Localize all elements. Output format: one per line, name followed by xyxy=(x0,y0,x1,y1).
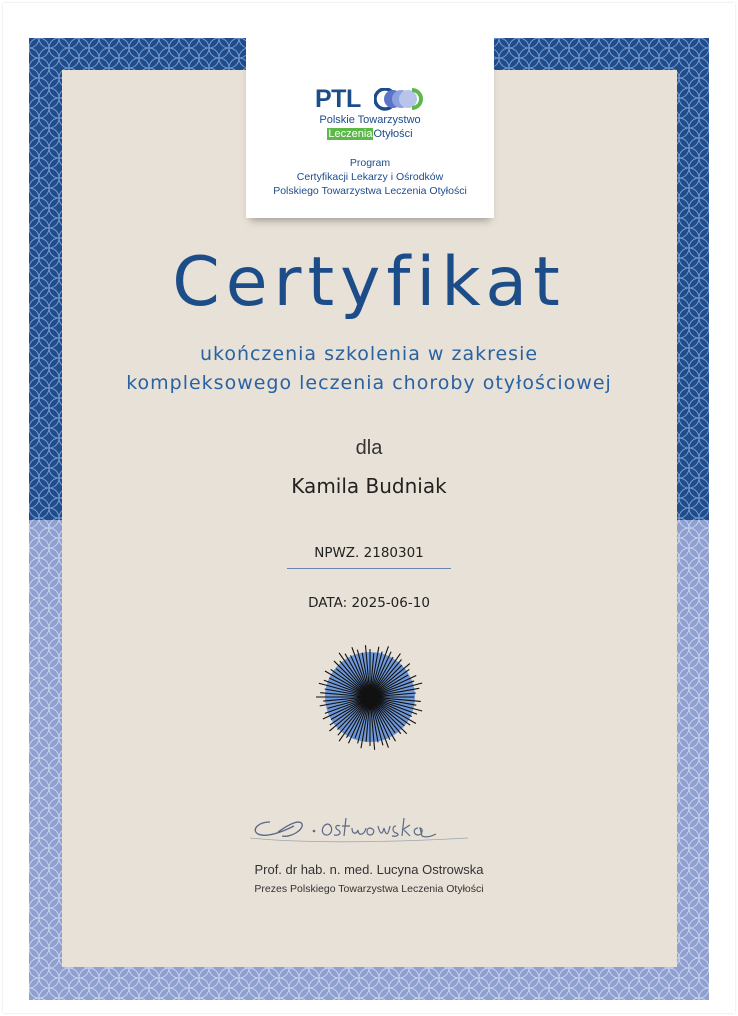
signer-role: Prezes Polskiego Towarzystwa Leczenia Otyłości xyxy=(254,883,484,895)
logo xyxy=(246,85,494,113)
certificate-subtitle-line2: kompleksowego leczenia choroby otyłościowej xyxy=(126,372,612,394)
certificate-date: DATA: 2025-06-10 xyxy=(308,595,430,611)
npwz-number: NPWZ. 2180301 xyxy=(314,545,424,561)
program-line: Polskiego Towarzystwa Leczenia Otyłości xyxy=(273,185,467,197)
program-line: Program xyxy=(349,157,391,169)
certificate-title: Certyfikat xyxy=(172,243,566,322)
starburst-seal-icon xyxy=(310,640,430,760)
signature xyxy=(248,808,488,848)
for-label: dla xyxy=(355,437,383,459)
organization-name-rest: Otyłości xyxy=(373,128,413,140)
npwz-underline xyxy=(287,568,451,569)
program-description xyxy=(246,156,494,198)
organization-name-line1: Polskie Towarzystwo xyxy=(319,114,421,126)
overlapping-circles-icon xyxy=(374,88,426,112)
logo-abbreviation: PTL xyxy=(315,85,361,113)
certificate-subtitle-line1: ukończenia szkolenia w zakresie xyxy=(199,343,539,365)
logo-card xyxy=(246,38,494,218)
organization-name-highlight: Leczenia xyxy=(328,128,373,140)
recipient-name: Kamila Budniak xyxy=(291,474,447,498)
program-line: Certyfikacji Lekarzy i Ośrodków xyxy=(296,171,444,183)
signer-name: Prof. dr hab. n. med. Lucyna Ostrowska xyxy=(254,862,484,877)
organization-name-line2 xyxy=(246,128,494,140)
